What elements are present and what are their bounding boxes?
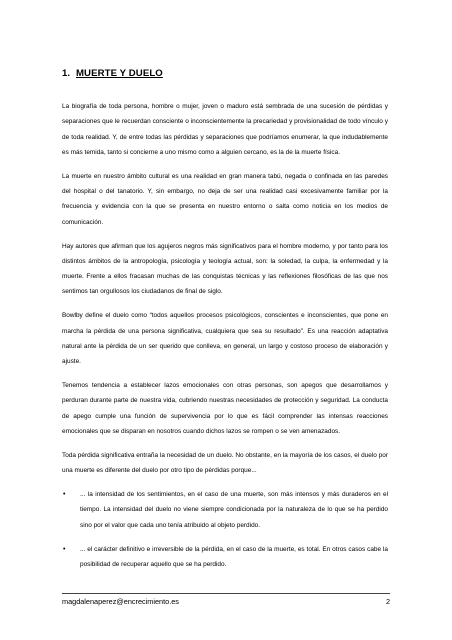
- bullet-icon: •: [63, 491, 66, 499]
- paragraph-3: Hay autores que afirman que los agujeros negros más significativos para el hombre moderno, y por tanto para los distintos ámbitos de la antropología, psicología y teología actual, son: la soledad, la culpa, la enfermedad y la muerte. Frente a ellos fracasan muchas de las conquistas técnicas y las reflexiones filosóficas de las que nos sentimos tan orgullosos los ciudadanos de final de siglo.: [62, 242, 388, 296]
- paragraph-6: Toda pérdida significativa entraña la necesidad de un duelo. No obstante, en la mayoría de los casos, el duelo por una muerte es diferente del duelo por otro tipo de pérdidas porque...: [62, 451, 388, 475]
- section-title: MUERTE Y DUELO: [75, 68, 163, 79]
- bullet-icon: •: [63, 545, 66, 553]
- bullet-item-1: [62, 487, 388, 533]
- bullet-text-2: ... el carácter definitivo e irreversible de la pérdida, en el caso de la muerte, es total. En otros casos cabe la posibilidad de recuperar aquello que se ha perdido.: [80, 545, 388, 569]
- footer-divider: [62, 593, 390, 594]
- paragraph-4: Bowlby define el duelo como “todos aquellos procesos psicológicos, conscientes e inconscientes, que pone en marcha la pérdida de una persona significativa, cualquiera que sea su resultado”. Es una reacción adaptativa natural ante la pérdida de un ser querido que conlleva, en general, un largo y costoso proceso de elaboración y ajuste.: [62, 312, 388, 366]
- bullet-item-2: [62, 542, 388, 573]
- footer-email: magdalenaperez@encrecimiento.es: [62, 597, 179, 606]
- paragraph-2: La muerte en nuestro ámbito cultural es una realidad en gran manera tabú, negada o confinada en las paredes del hospital o del tanatorio. Y, sin embargo, no deja de ser una realidad casi excesivamente familiar por la frecuencia y evidencia con la que se presenta en nuestro entorno o salta como noticia en los medios de comunicación.: [62, 172, 388, 226]
- paragraph-5: Tenemos tendencia a establecer lazos emocionales con otras personas, son apegos que desarrollamos y perduran durante parte de nuestra vida, cubriendo nuestras necesidades de protección y seguridad. La conducta de apego cumple una función de supervivencia por lo que es fácil comprender las intensas reacciones emocionales que se disparan en nosotros cuando dichos lazos se rompen o se ven amenazados.: [62, 382, 388, 436]
- body-text: [62, 99, 388, 582]
- bullet-list: [62, 487, 388, 572]
- bullet-text-1: ... la intensidad de los sentimientos, en el caso de una muerte, son más intensos y más duraderos en el tiempo. La intensidad del duelo no viene siempre condicionada por la naturaleza de lo que se ha perdido sino por el valor que cada uno tenía atribuido al objeto perdido.: [80, 491, 388, 529]
- section-number: 1.: [62, 68, 71, 79]
- paragraph-1: La biografía de toda persona, hombre o mujer, joven o maduro está sembrada de una sucesión de pérdidas y separaciones que le recuerdan consciente o inconscientemente la precariedad y provisionalidad de todo vínculo y de toda realidad. Y, de entre todas las pérdidas y separaciones que podríamos enumerar, la que indudablemente es más temida, tanto si concierne a uno mismo como a alguien cercano, es la de la muerte física.: [62, 103, 388, 156]
- page-number: 2: [385, 597, 390, 606]
- section-heading: [62, 68, 163, 79]
